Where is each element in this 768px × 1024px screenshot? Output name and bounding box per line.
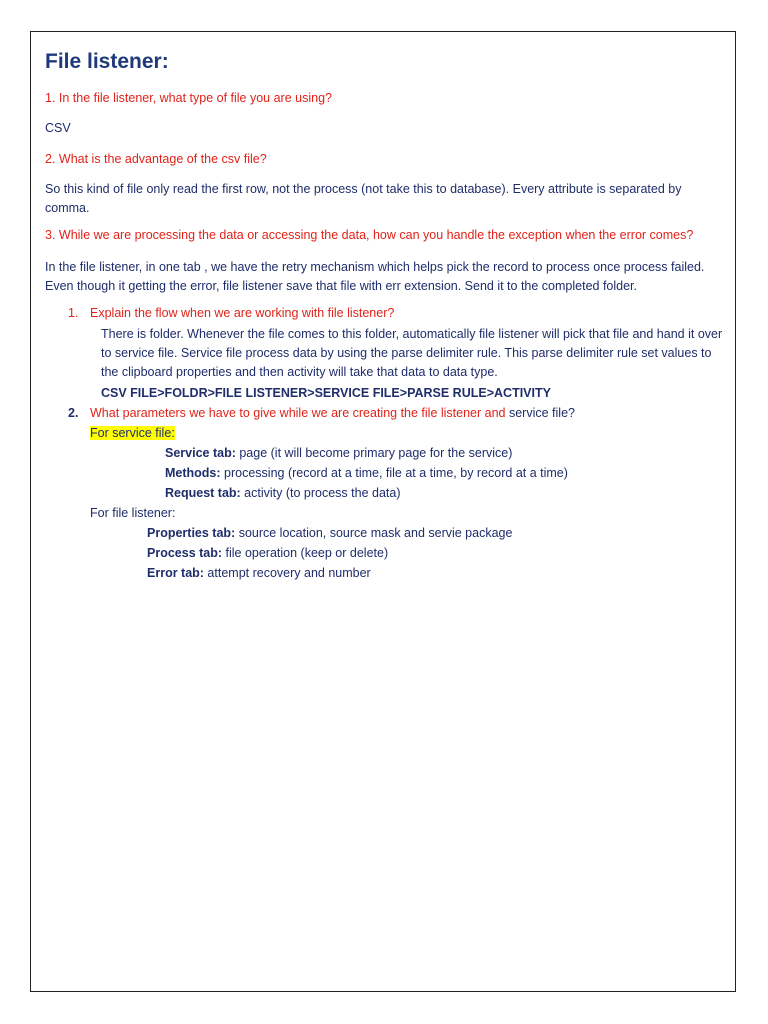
- service-tab-value: page (it will become primary page for the service): [235, 446, 513, 460]
- service-file-heading: [90, 426, 175, 440]
- list-item-2-question: [68, 406, 575, 420]
- request-tab-line: [165, 486, 401, 500]
- list-item-2-number: 2.: [68, 406, 79, 420]
- process-tab-label: Process tab:: [147, 546, 223, 560]
- error-tab-line: [147, 566, 371, 580]
- properties-tab-value: source location, source mask and servie package: [235, 526, 513, 540]
- process-tab-value: file operation (keep or delete): [222, 546, 389, 560]
- list-item-2-question-blue: service file?: [508, 406, 575, 420]
- methods-label: Methods:: [165, 466, 221, 480]
- methods-value: processing (record at a time, file at a time, by record at a time): [220, 466, 568, 480]
- request-tab-label: Request tab:: [165, 486, 241, 500]
- methods-line: [165, 466, 568, 480]
- document-page: [30, 31, 736, 992]
- error-tab-label: Error tab:: [147, 566, 204, 580]
- file-listener-heading: For file listener:: [90, 506, 176, 520]
- list-item-1-question: [68, 306, 394, 320]
- service-tab-line: [165, 446, 512, 460]
- list-item-1-number: 1.: [68, 306, 79, 320]
- highlighted-heading: For service file:: [90, 426, 175, 440]
- service-tab-label: Service tab:: [165, 446, 236, 460]
- process-tab-line: [147, 546, 388, 560]
- request-tab-value: activity (to process the data): [240, 486, 401, 500]
- properties-tab-line: [147, 526, 512, 540]
- list-item-1-question-text: Explain the flow when we are working with file listener?: [90, 306, 395, 320]
- answer-3: In the file listener, in one tab , we have the retry mechanism which helps pick the record to process once process failed. Even though it getting the error, file listener save that file with err extension. Send it to the completed folder.: [45, 260, 705, 293]
- flow-summary: CSV FILE>FOLDR>FILE LISTENER>SERVICE FILE>PARSE RULE>ACTIVITY: [101, 386, 551, 400]
- list-item-1-answer: There is folder. Whenever the file comes to this folder, automatically file listener will pick that file and hand it over to service file. Service file process data by using the parse delimiter rule. This parse delimiter rule set values to the clipboard properties and then activity will take that data to data type.: [101, 327, 723, 379]
- list-item-2-question-red: What parameters we have to give while we are creating the file listener and: [90, 406, 506, 420]
- answer-1: CSV: [45, 121, 71, 135]
- properties-tab-label: Properties tab:: [147, 526, 236, 540]
- error-tab-value: attempt recovery and number: [203, 566, 371, 580]
- question-1: 1. In the file listener, what type of file you are using?: [45, 91, 332, 105]
- page-title: File listener:: [45, 50, 169, 73]
- question-2: 2. What is the advantage of the csv file?: [45, 152, 267, 166]
- question-3: 3. While we are processing the data or accessing the data, how can you handle the exception when the error comes?: [45, 228, 694, 242]
- answer-2: So this kind of file only read the first row, not the process (not take this to database). Every attribute is separated by comma.: [45, 182, 682, 215]
